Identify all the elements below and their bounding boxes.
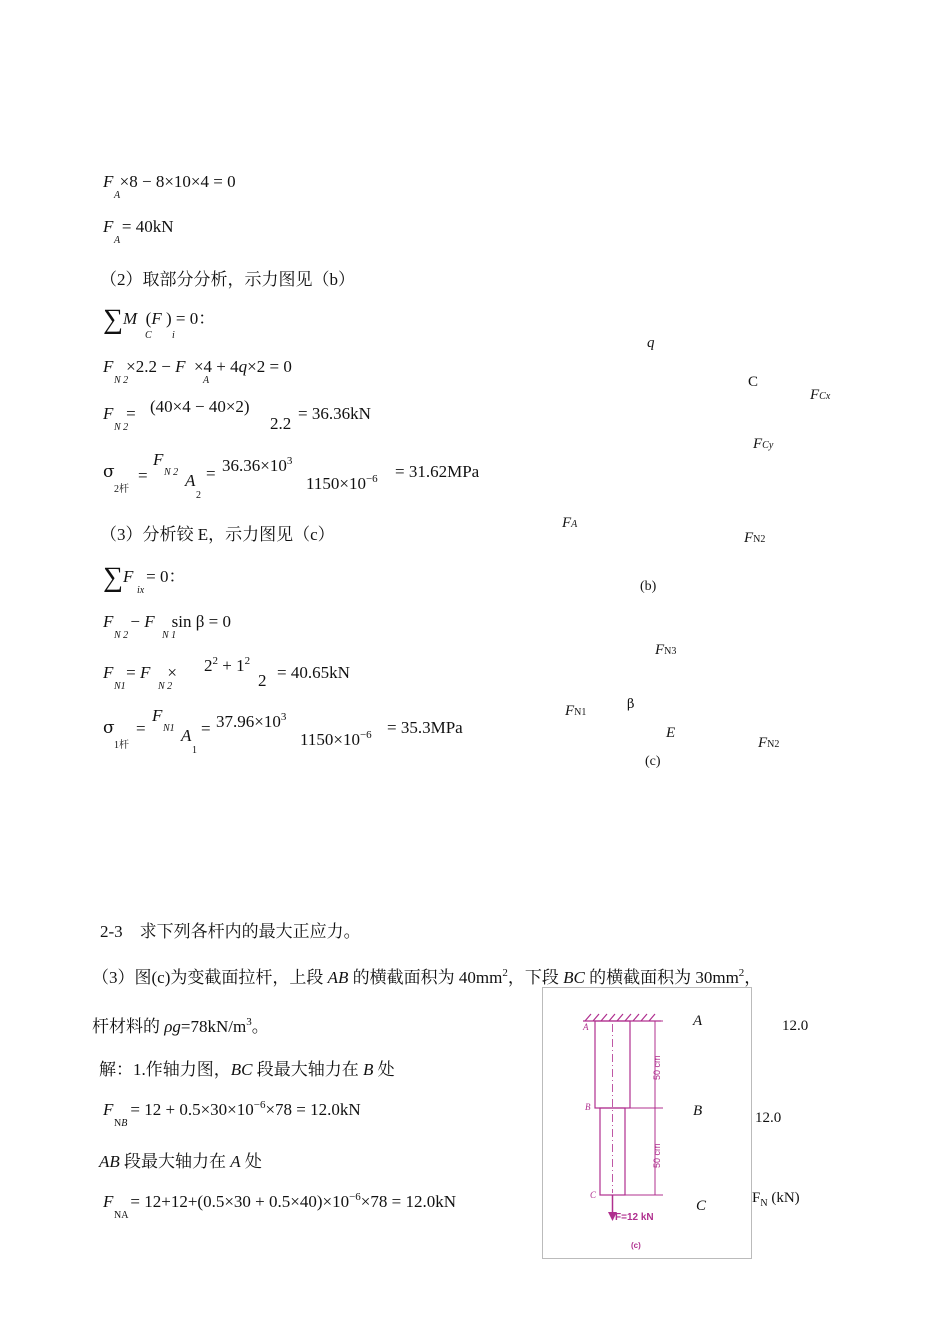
equation-10-denominator: $1150\times 10^{-6}$ — [300, 729, 372, 749]
sub-1gan: 1杆 — [114, 740, 129, 751]
label-FN2-c: FN2 — [758, 735, 780, 751]
bar-label-C: C — [590, 1190, 597, 1200]
bar-label-B: B — [585, 1102, 591, 1112]
equation-3: ∑M (F ) = 0： — [103, 304, 216, 335]
equation-10-result: = 35.3MPa — [387, 718, 463, 737]
ceiling-hatch — [583, 1014, 661, 1021]
step-2-heading: （2）取部分分析，示力图见（b） — [100, 270, 355, 289]
segment-AB — [595, 1021, 630, 1108]
equation-2: F = 40kN — [103, 217, 174, 236]
axial-label-B: B — [693, 1103, 703, 1119]
label-E: E — [666, 725, 676, 741]
equation-5-denominator: 2.2 — [270, 414, 292, 433]
equation-5: F = — [103, 404, 136, 423]
bar-label-A: A — [583, 1022, 589, 1032]
solution-line-2: AB 段最大轴力在 A 处 — [99, 1152, 262, 1171]
label-FCx: FCx — [810, 387, 831, 403]
caption-b: (b) — [640, 579, 657, 594]
equation-B: F = $12 + 0.5\times 30\times 10^{-6}\times 78 = 12.0kN$ — [103, 1099, 361, 1119]
sub-A: A — [114, 190, 121, 201]
equation-9-result: = 40.65kN — [277, 663, 350, 682]
caption-c: (c) — [645, 754, 661, 769]
equation-6-eq: = — [138, 466, 148, 485]
equation-10-bottom: A — [181, 726, 192, 745]
dimension-bottom-label: 50 cm — [652, 1143, 662, 1168]
solution-line-1: 解：1.作轴力图，BC 段最大轴力在 B 处 — [99, 1060, 395, 1079]
equation-9: F = F × — [103, 663, 177, 682]
equation-6: σ — [103, 462, 115, 482]
equation-6-top: F — [153, 450, 164, 469]
step-3-heading: （3）分析铰 E，示力图见（c） — [100, 525, 335, 544]
sub-i: i — [172, 330, 175, 341]
sub-N1: N 1 — [162, 630, 177, 641]
sub-N2: N 2 — [164, 467, 179, 478]
sub-2: 2 — [196, 490, 201, 501]
equation-10: σ — [103, 718, 115, 738]
bar-drawing — [543, 988, 751, 1258]
sub-ix: ix — [137, 585, 145, 596]
dimension-top-label: 50 cm — [652, 1055, 662, 1080]
bar-caption: (c) — [631, 1241, 641, 1250]
sub-N1: N1 — [114, 681, 126, 692]
axial-label-C: C — [696, 1198, 707, 1214]
equation-10-numerator: $37.96\times 10^3$ — [216, 711, 287, 731]
axial-value-A: 12.0 — [782, 1018, 809, 1034]
label-q: q — [647, 335, 655, 351]
axial-label-A: A — [693, 1013, 703, 1029]
label-FCy: FCy — [753, 436, 774, 452]
equation-6-bottom: A — [185, 471, 196, 490]
sub-1: 1 — [192, 745, 197, 756]
sub-2gan: 2杆 — [114, 484, 129, 495]
label-beta: β — [627, 697, 635, 712]
equation-9-numerator: $2^2 + 1^2$ — [204, 655, 251, 675]
equation-5-numerator: (40×4 − 40×2) — [150, 397, 250, 416]
equation-10-eq2: = — [201, 719, 211, 738]
equation-10-eq: = — [136, 719, 146, 738]
equation-7: ∑F = 0： — [103, 562, 186, 593]
sub-N1: N1 — [163, 723, 175, 734]
equation-9-denominator: 2 — [258, 671, 267, 690]
bar-figure — [542, 987, 752, 1259]
problem-line-1: （3）图(c)为变截面拉杆，上段 AB 的横截面积为 $40mm^2$，下段 BC 的横截面积为 $30mm^2$， — [92, 967, 762, 987]
label-FN2-b: FN2 — [744, 530, 766, 546]
sub-A: A — [203, 375, 210, 386]
sub-NB: NB — [114, 1118, 128, 1129]
label-FN1: FN1 — [565, 703, 587, 719]
sub-A: A — [114, 235, 121, 246]
equation-6-result: = 31.62MPa — [395, 462, 480, 481]
sub-N2: N 2 — [114, 630, 129, 641]
equation-10-top: F — [152, 706, 163, 725]
sub-NA: NA — [114, 1210, 129, 1221]
equation-1: F ×8 − 8×10×4 = 0 — [103, 172, 236, 191]
equation-6-numerator: $36.36\times 10^3$ — [222, 455, 293, 475]
axial-value-B: 12.0 — [755, 1110, 782, 1126]
problem-line-2: 杆材料的 $\rho g=78kN/m^3$。 — [92, 1016, 269, 1036]
equation-8: F − F sin β = 0 — [103, 612, 231, 631]
sub-C: C — [145, 330, 152, 341]
equation-A: F = $12+12+(0.5\times 30 + 0.5\times 40)\times 10^{-6}\times 78 = 12.0kN$ — [103, 1191, 456, 1211]
sub-N2: N 2 — [158, 681, 173, 692]
label-C: C — [748, 374, 759, 390]
force-label: F=12 kN — [615, 1212, 654, 1223]
label-FN3: FN3 — [655, 642, 677, 658]
equation-6-eq2: = — [206, 464, 216, 483]
equation-6-denominator: $1150\times 10^{-6}$ — [306, 473, 378, 493]
label-FA: FA — [562, 515, 578, 531]
sub-N2: N 2 — [114, 375, 129, 386]
equation-5-result: = 36.36kN — [298, 404, 371, 423]
sub-N2: N 2 — [114, 422, 129, 433]
axial-unit-label: $F_N$ (kN) — [752, 1190, 800, 1209]
problem-title: 2-3 求下列各杆内的最大正应力。 — [100, 922, 361, 941]
equation-4: F ×2.2 − F ×4 + 4q×2 = 0 — [103, 357, 292, 376]
